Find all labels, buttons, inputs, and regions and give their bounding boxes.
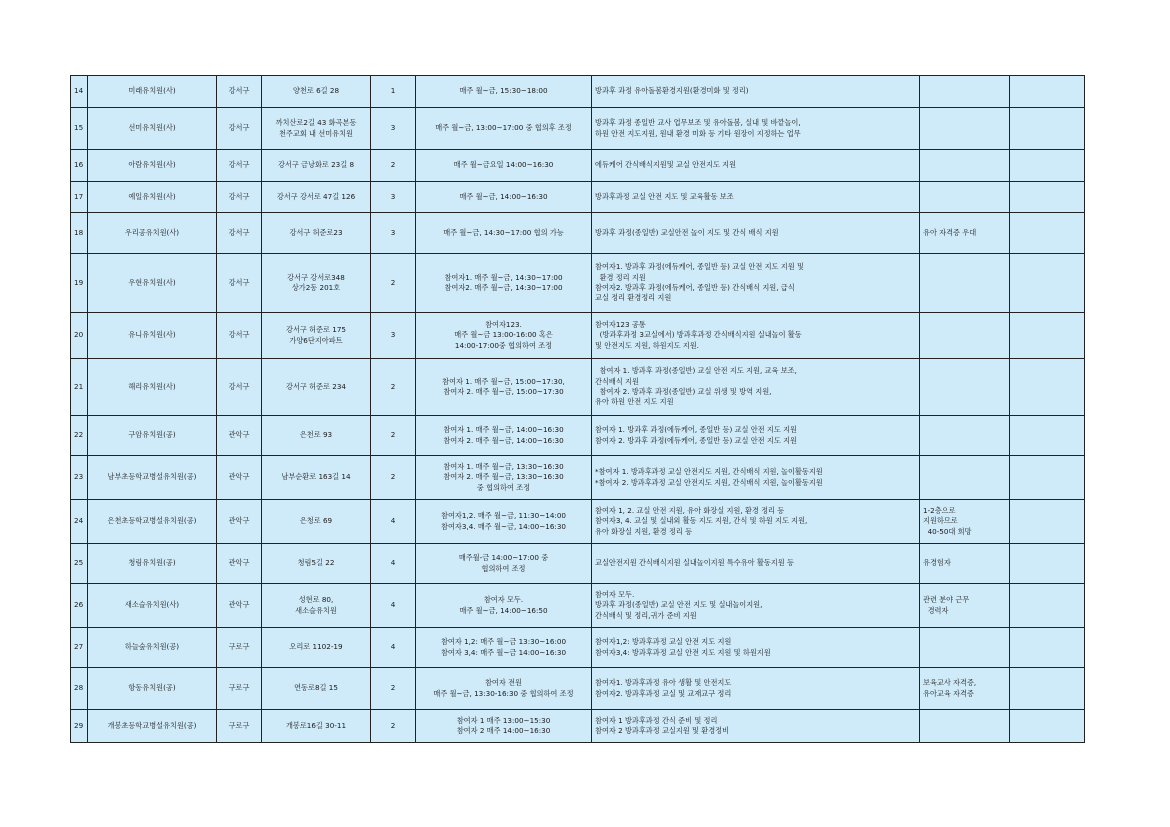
district-cell: 강서구 [217, 182, 262, 213]
cell-text-line: 유아교육 자격증 [923, 688, 974, 698]
kindergarten-name-cell: 개봉초등학교병설유치원(공) [88, 710, 217, 743]
table-row [71, 456, 1085, 500]
table-row [71, 108, 1085, 150]
table-row [71, 254, 1085, 313]
cell-text-line: 참여자 2. 매주 월~금, 13:30~16:30 [443, 472, 564, 482]
cell-text-line: *참여자 2. 방과후과정 교실 안전지도 지원, 간식배식 지원, 놀이활동지원 [595, 477, 823, 487]
headcount-cell: 2 [371, 359, 416, 416]
row-number-cell: 23 [71, 456, 88, 500]
kindergarten-name-cell: 우리공유치원(사) [88, 213, 217, 254]
cell-text-line: 간식배식 지원 [595, 376, 639, 386]
cell-text-line: 남부순환로 163길 14 [281, 472, 351, 482]
work-hours-cell [416, 416, 592, 456]
cell-text-line: 방과후 과정(종일반) 교실 안전 지도 및 실내놀이지원, [595, 600, 763, 610]
cell-text-line: 매주 월~금, 13:30-16:30 중 협의하여 조정 [433, 688, 574, 698]
duties-cell [592, 76, 920, 108]
requirements-cell [920, 544, 1010, 584]
cell-text-line: 가양6단지아파트 [289, 335, 343, 345]
cell-text-line: 참여자 전원 [484, 678, 522, 688]
cell-text-line: 매주 월~금, 13:00~17:00 중 협의후 조정 [435, 123, 572, 133]
cell-text-line: 강서구 허준로 234 [286, 381, 346, 391]
row-number-cell: 20 [71, 313, 88, 359]
address-cell [262, 710, 371, 743]
duties-cell [592, 416, 920, 456]
duties-cell [592, 668, 920, 710]
address-cell [262, 254, 371, 313]
headcount-cell: 2 [371, 456, 416, 500]
notes-cell [1010, 213, 1085, 254]
headcount-cell: 2 [371, 150, 416, 182]
cell-text-line: 참여자 2. 매주 월~금, 14:00~16:30 [443, 435, 564, 445]
district-cell: 강서구 [217, 150, 262, 182]
row-number-cell: 21 [71, 359, 88, 416]
district-cell: 관악구 [217, 500, 262, 544]
requirements-cell [920, 584, 1010, 628]
cell-text-line: 에듀케어 간식배식지원및 교실 안전지도 지원 [595, 160, 737, 170]
cell-text-line: 참여자 2. 매주 월~금, 15:00~17:30 [443, 387, 564, 396]
work-hours-cell [416, 150, 592, 182]
address-cell [262, 500, 371, 544]
kindergarten-name-cell: 선미유치원(사) [88, 108, 217, 150]
cell-text-line: 간식배식 및 정리,귀가 준비 지원 [595, 610, 697, 620]
address-cell [262, 313, 371, 359]
duties-cell [592, 213, 920, 254]
table-row [71, 76, 1085, 108]
kindergarten-name-cell: 해리유치원(사) [88, 359, 217, 416]
duties-cell [592, 254, 920, 313]
requirements-cell [920, 628, 1010, 668]
district-cell: 강서구 [217, 76, 262, 108]
district-cell: 관악구 [217, 416, 262, 456]
table-row [71, 359, 1085, 416]
headcount-cell: 4 [371, 500, 416, 544]
row-number-cell: 18 [71, 213, 88, 254]
cell-text-line: 은청로 69 [299, 516, 333, 526]
notes-cell [1010, 359, 1085, 416]
work-hours-cell [416, 313, 592, 359]
cell-text-line: 강서구 허준로 175 [286, 325, 346, 335]
headcount-cell: 3 [371, 313, 416, 359]
cell-text-line: 교실안전지원 간식배식지원 실내놀이지원 특수유아 활동지원 등 [595, 558, 794, 568]
district-cell: 강서구 [217, 254, 262, 313]
kindergarten-name-cell: 우현유치원(사) [88, 254, 217, 313]
cell-text-line: 보육교사 자격증, [923, 678, 977, 688]
cell-text-line: 협의하여 조정 [481, 563, 526, 573]
requirements-cell [920, 182, 1010, 213]
kindergarten-name-cell: 유니유치원(사) [88, 313, 217, 359]
cell-text-line: 지원하므로 [923, 516, 958, 526]
cell-text-line: 환경 정리 지원 [595, 272, 646, 282]
district-cell: 강서구 [217, 108, 262, 150]
cell-text-line: 방과후 과정 종일반 교사 업무보조 및 유아돌봄, 실내 및 바깥놀이, [595, 118, 801, 128]
kindergarten-name-cell: 항동유치원(공) [88, 668, 217, 710]
requirements-cell [920, 213, 1010, 254]
district-cell: 구로구 [217, 710, 262, 743]
cell-text-line: 매주월-금 14:00~17:00 중 [458, 553, 549, 563]
district-cell: 구로구 [217, 668, 262, 710]
duties-cell [592, 544, 920, 584]
row-number-cell: 26 [71, 584, 88, 628]
kindergarten-name-cell: 미래유치원(사) [88, 76, 217, 108]
work-hours-cell [416, 359, 592, 416]
requirements-cell [920, 76, 1010, 108]
work-hours-cell [416, 668, 592, 710]
cell-text-line: 연동로8길 15 [294, 683, 338, 693]
cell-text-line: 유아 화장실 지원, 환경 정리 등 [595, 526, 693, 536]
cell-text-line: 관련 분야 근무 [923, 595, 970, 605]
headcount-cell: 4 [371, 584, 416, 628]
table-row [71, 628, 1085, 668]
table-row [71, 668, 1085, 710]
cell-text-line: 1-2층으로 [923, 505, 956, 515]
cell-text-line: 청림5길 22 [297, 558, 335, 568]
cell-text-line: 참여자1,2: 방과후과정 교실 안전 지도 지원 [595, 637, 732, 647]
district-cell: 강서구 [217, 313, 262, 359]
requirements-cell [920, 313, 1010, 359]
notes-cell [1010, 500, 1085, 544]
work-hours-cell [416, 500, 592, 544]
cell-text-line: 참여자 1. 방과후 과정(에듀케어, 종일반 등) 교실 안전 지도 지원 [595, 425, 797, 435]
address-cell [262, 668, 371, 710]
district-cell: 구로구 [217, 628, 262, 668]
cell-text-line: 교실 정리 환경정리 지원 [595, 293, 672, 303]
address-cell [262, 456, 371, 500]
notes-cell [1010, 182, 1085, 213]
cell-text-line: 참여자 2 방과후과정 교실지원 및 환경정비 [595, 726, 730, 735]
notes-cell [1010, 76, 1085, 108]
work-hours-cell [416, 108, 592, 150]
cell-text-line: 참여자1,2. 매주 월~금, 11:30~14:00 [441, 511, 566, 521]
table-row [71, 584, 1085, 628]
row-number-cell: 29 [71, 710, 88, 743]
cell-text-line: 참여자123. [485, 319, 522, 329]
notes-cell [1010, 710, 1085, 743]
cell-text-line: 참여자1. 매주 월~금, 14:30~17:00 [444, 272, 563, 282]
duties-cell [592, 456, 920, 500]
cell-text-line: 천주교회 내 선미유치원 [278, 128, 353, 138]
duties-cell [592, 182, 920, 213]
notes-cell [1010, 456, 1085, 500]
notes-cell [1010, 254, 1085, 313]
cell-text-line: 오리로 1102-19 [289, 642, 343, 652]
cell-text-line: 참여자 2 매주 14:00~16:30 [456, 726, 551, 735]
cell-text-line: 매주 월~금, 14:30~17:00 협의 가능 [443, 227, 564, 237]
kindergarten-name-cell: 구암유치원(공) [88, 416, 217, 456]
table-body [71, 76, 1085, 743]
requirements-cell [920, 668, 1010, 710]
cell-text-line: 참여자 1. 매주 월~금, 15:00~17:30, [442, 376, 565, 386]
headcount-cell: 2 [371, 668, 416, 710]
cell-text-line: 매주 월~금, 14:00~16:50 [459, 605, 548, 615]
row-number-cell: 22 [71, 416, 88, 456]
requirements-cell [920, 108, 1010, 150]
kindergarten-name-cell: 하늘숲유치원(공) [88, 628, 217, 668]
cell-text-line: 참여자3, 4. 교실 및 실내외 활동 지도 지원, 간식 및 하원 지도 지원, [595, 516, 808, 526]
cell-text-line: 참여자2. 매주 월~금, 14:30~17:00 [444, 283, 563, 292]
district-cell: 관악구 [217, 584, 262, 628]
cell-text-line: (방과후과정 3교실에서) 방과후과정 간식배식지원 실내놀이 활동 [595, 330, 802, 340]
address-cell [262, 150, 371, 182]
cell-text-line: 강서구 강서로348 [287, 272, 345, 282]
cell-text-line: 방과후과정 교실 안전 지도 및 교육활동 보조 [595, 191, 734, 201]
cell-text-line: 참여자 1. 매주 월~금, 13:30~16:30 [443, 461, 564, 471]
cell-text-line: 40-50대 희망 [923, 526, 972, 536]
duties-cell [592, 313, 920, 359]
requirements-cell [920, 456, 1010, 500]
table-row [71, 544, 1085, 584]
cell-text-line: 상가2동 201호 [291, 283, 341, 292]
cell-text-line: 참여자 1,2: 매주 월~금 13:30~16:00 [440, 637, 567, 647]
address-cell [262, 213, 371, 254]
work-hours-cell [416, 76, 592, 108]
kindergarten-name-cell: 아람유치원(사) [88, 150, 217, 182]
row-number-cell: 25 [71, 544, 88, 584]
address-cell [262, 182, 371, 213]
kindergarten-name-cell: 새소슬유치원(사) [88, 584, 217, 628]
address-cell [262, 416, 371, 456]
table-row [71, 500, 1085, 544]
row-number-cell: 17 [71, 182, 88, 213]
address-cell [262, 544, 371, 584]
cell-text-line: 참여자1. 방과후과정 유아 생활 및 안전지도 [595, 678, 732, 688]
kindergarten-name-cell: 청림유치원(공) [88, 544, 217, 584]
headcount-cell: 2 [371, 416, 416, 456]
work-hours-cell [416, 254, 592, 313]
notes-cell [1010, 584, 1085, 628]
requirements-cell [920, 150, 1010, 182]
cell-text-line: 참여자 2. 방과후 과정(에듀케어, 종일반 등) 교실 안전 지도 지원 [595, 435, 797, 445]
cell-text-line: 참여자2. 방과후과정 교실 및 교재교구 정리 [595, 688, 732, 698]
table-row [71, 182, 1085, 213]
cell-text-line: 참여자 1 방과후과정 간식 준비 및 정리 [595, 715, 718, 725]
notes-cell [1010, 313, 1085, 359]
headcount-cell: 2 [371, 254, 416, 313]
address-cell [262, 108, 371, 150]
cell-text-line: 매주 월~금, 14:00~16:30 [459, 191, 548, 201]
notes-cell [1010, 668, 1085, 710]
cell-text-line: 참여자 1 매주 13:00~15:30 [456, 715, 551, 725]
row-number-cell: 16 [71, 150, 88, 182]
headcount-cell: 3 [371, 213, 416, 254]
headcount-cell: 3 [371, 182, 416, 213]
cell-text-line: 참여자 1. 매주 월~금, 14:00~16:30 [443, 425, 564, 435]
notes-cell [1010, 108, 1085, 150]
row-number-cell: 27 [71, 628, 88, 668]
notes-cell [1010, 544, 1085, 584]
cell-text-line: 참여자 모두. [483, 595, 524, 605]
district-cell: 관악구 [217, 456, 262, 500]
requirements-cell [920, 710, 1010, 743]
cell-text-line: 강서구 허준로23 [289, 227, 343, 237]
cell-text-line: 참여자3,4: 방과후과정 교실 안전 지도 지원 및 하원지원 [595, 647, 771, 657]
headcount-cell: 4 [371, 628, 416, 668]
row-number-cell: 24 [71, 500, 88, 544]
job-listing-table [70, 75, 1085, 743]
kindergarten-name-cell: 예일유치원(사) [88, 182, 217, 213]
work-hours-cell [416, 544, 592, 584]
headcount-cell: 4 [371, 544, 416, 584]
table-row [71, 213, 1085, 254]
cell-text-line: 까치산로2길 43 화곡본동 [275, 118, 357, 128]
cell-text-line: 유아 자격증 우대 [923, 227, 977, 237]
cell-text-line: 참여자 모두. [595, 589, 635, 599]
kindergarten-name-cell: 남부초등학교병설유치원(공) [88, 456, 217, 500]
cell-text-line: 참여자 2. 방과후 과정(종일반) 교실 위생 및 방역 지원, [595, 387, 772, 396]
district-cell: 강서구 [217, 359, 262, 416]
duties-cell [592, 359, 920, 416]
cell-text-line: 참여자123 공통 [595, 319, 646, 329]
cell-text-line: 방과후 과정(종일반) 교실안전 놀이 지도 및 간식 배식 지원 [595, 227, 779, 237]
requirements-cell [920, 416, 1010, 456]
headcount-cell: 1 [371, 76, 416, 108]
cell-text-line: 매주 월~금요일 14:00~16:30 [453, 160, 554, 170]
cell-text-line: 방과후 과정 유아돌봄환경지원(환경미화 및 정리) [595, 86, 749, 96]
headcount-cell: 3 [371, 108, 416, 150]
headcount-cell: 2 [371, 710, 416, 743]
cell-text-line: 유아 하원 안전 지도 지원 [595, 397, 674, 407]
notes-cell [1010, 150, 1085, 182]
cell-text-line: 참여자1. 방과후 과정(에듀케어, 종일반 등) 교실 안전 지도 지원 및 [595, 262, 804, 272]
work-hours-cell [416, 628, 592, 668]
cell-text-line: 양천로 6길 28 [292, 86, 340, 96]
work-hours-cell [416, 710, 592, 743]
cell-text-line: 참여자 3,4: 매주 월~금 14:00~16:30 [440, 647, 567, 657]
cell-text-line: 매주 월~금, 15:30~18:00 [459, 86, 548, 96]
address-cell [262, 584, 371, 628]
cell-text-line: 개봉로16길 30-11 [285, 720, 347, 730]
cell-text-line: 새소슬유치원 [295, 605, 337, 615]
duties-cell [592, 500, 920, 544]
address-cell [262, 76, 371, 108]
cell-text-line: 중 협의하여 조정 [476, 482, 531, 492]
district-cell: 관악구 [217, 544, 262, 584]
district-cell: 강서구 [217, 213, 262, 254]
cell-text-line: 참여자2. 방과후 과정(에듀케어, 종일반 등) 간식배식 지원, 급식 [595, 283, 795, 292]
requirements-cell [920, 500, 1010, 544]
address-cell [262, 359, 371, 416]
row-number-cell: 19 [71, 254, 88, 313]
kindergarten-name-cell: 은천초등학교병설유치원(공) [88, 500, 217, 544]
notes-cell [1010, 628, 1085, 668]
cell-text-line: 강서구 강서로 47길 126 [276, 191, 356, 201]
duties-cell [592, 150, 920, 182]
cell-text-line: 하원 안전 지도지원, 원내 환경 미화 등 기타 원장이 지정하는 업무 [595, 128, 801, 138]
table-row [71, 416, 1085, 456]
cell-text-line: 유경험자 [923, 558, 951, 568]
duties-cell [592, 710, 920, 743]
work-hours-cell [416, 584, 592, 628]
work-hours-cell [416, 182, 592, 213]
cell-text-line: 매주 월~금 13:00-16:00 혹은 [454, 330, 553, 340]
duties-cell [592, 628, 920, 668]
cell-text-line: 강서구 금낭화로 23길 8 [277, 160, 355, 170]
cell-text-line: *참여자 1. 방과후과정 교실 안전지도 지원, 간식배식 지원, 놀이활동지원 [595, 467, 823, 477]
work-hours-cell [416, 213, 592, 254]
duties-cell [592, 584, 920, 628]
cell-text-line: 14:00-17:00중 협의하여 조정 [454, 340, 553, 350]
cell-text-line: 성현로 80, [298, 595, 334, 605]
row-number-cell: 28 [71, 668, 88, 710]
table-row [71, 150, 1085, 182]
requirements-cell [920, 254, 1010, 313]
cell-text-line: 은천로 93 [299, 430, 333, 440]
cell-text-line: 참여자 1. 방과후 과정(종일반) 교실 안전 지도 지원, 교육 보조, [595, 366, 797, 376]
cell-text-line: 및 안전지도 지원, 하원지도 지원. [595, 340, 699, 350]
cell-text-line: 참여자 1, 2. 교실 안전 지원, 유아 화장실 지원, 환경 정리 등 [595, 505, 785, 515]
requirements-cell [920, 359, 1010, 416]
cell-text-line: 참여자3,4. 매주 월~금, 14:00~16:30 [441, 521, 566, 531]
notes-cell [1010, 416, 1085, 456]
duties-cell [592, 108, 920, 150]
address-cell [262, 628, 371, 668]
row-number-cell: 15 [71, 108, 88, 150]
table-row [71, 710, 1085, 743]
work-hours-cell [416, 456, 592, 500]
table-row [71, 313, 1085, 359]
row-number-cell: 14 [71, 76, 88, 108]
cell-text-line: 경력자 [923, 605, 949, 615]
